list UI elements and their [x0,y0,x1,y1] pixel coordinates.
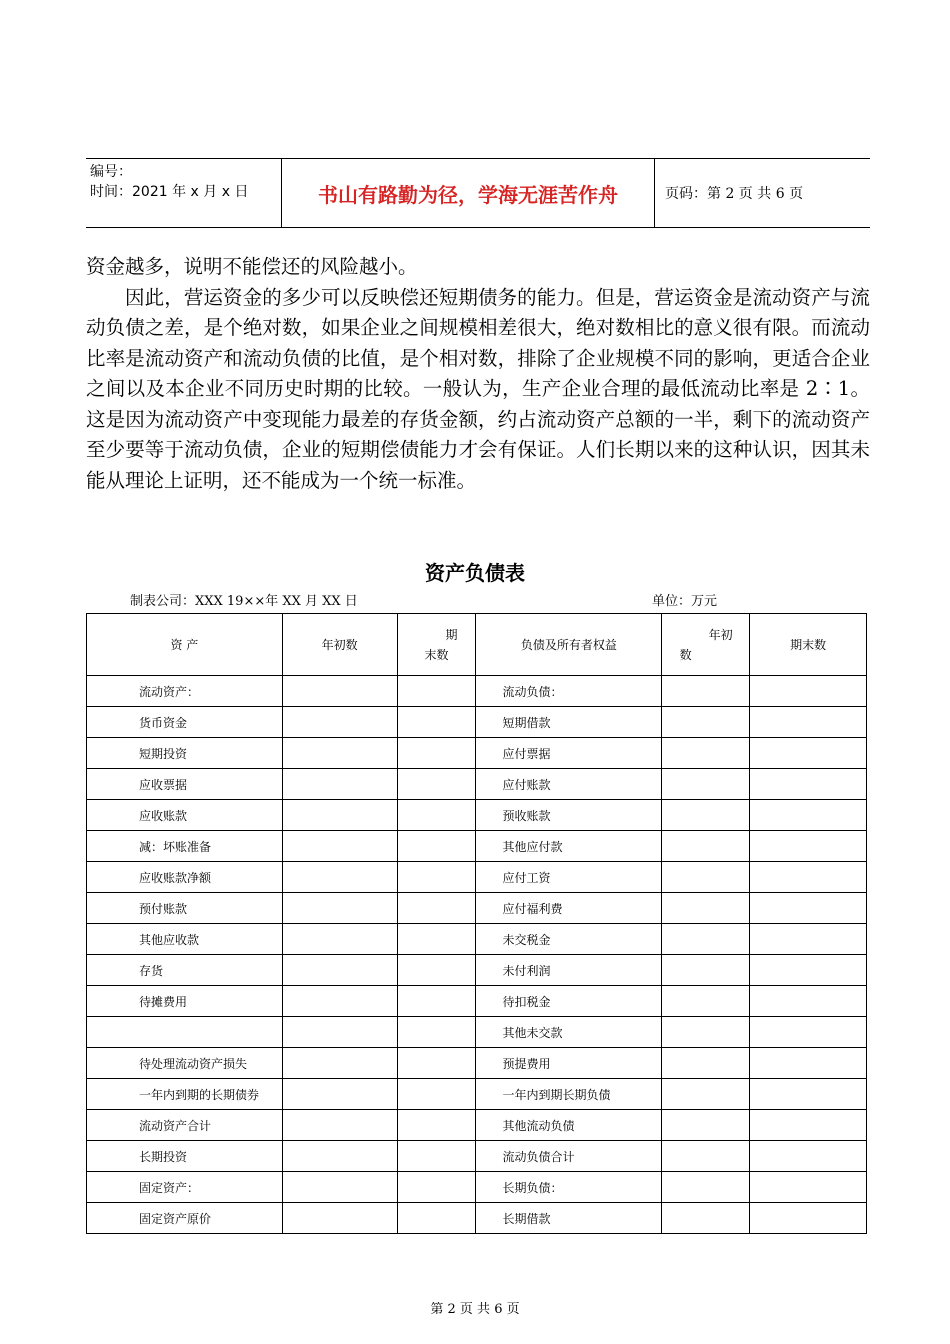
liability-end-value [750,800,867,831]
asset-begin-value [282,769,397,800]
liability-begin-value [662,1172,750,1203]
asset-begin-value [282,1110,397,1141]
table-row [87,1079,867,1110]
asset-label: 待摊费用 [87,986,283,1017]
asset-end-value [397,1048,476,1079]
liability-end-value [750,676,867,707]
asset-begin-value [282,676,397,707]
liability-end-value [750,1203,867,1234]
header-page-info: 页码：第 2 页 共 6 页 [665,186,804,202]
col-assets: 资 产 [87,614,283,676]
asset-label: 短期投资 [87,738,283,769]
liability-label: 流动负债合计 [476,1141,662,1172]
paragraph: 因此，营运资金的多少可以反映偿还短期债务的能力。但是，营运资金是流动资产与流动负债之差，是个绝对数，如果企业之间规模相差很大，绝对数相比的意义很有限。而流动比率是流动资产和流动负债的比值，是个相对数，排除了企业规模不同的影响，更适合企业之间以及本企业不同历史时期的比较。一般认为，生产企业合理的最低流动比率是 2∶1。这是因为流动资产中变现能力最差的存货金额，约占流动资产总额的一半，剩下的流动资产至少要等于流动负债，企业的短期偿债能力才会有保证。人们长期以来的这种认识，因其未能从理论上证明，还不能成为一个统一标准。 [86,285,870,492]
table-row [87,738,867,769]
table-row [87,1203,867,1234]
asset-begin-value [282,955,397,986]
table-row [87,769,867,800]
liability-end-value [750,738,867,769]
paragraph: 资金越多，说明不能偿还的风险越小。 [86,255,418,278]
asset-begin-value [282,1141,397,1172]
header-motto: 书山有路勤为径，学海无涯苦作舟 [282,159,655,227]
asset-end-value [397,862,476,893]
unit-label: 单位：万元 [652,594,718,609]
liability-begin-value [662,800,750,831]
liability-end-value [750,924,867,955]
liability-end-value [750,707,867,738]
asset-end-value [397,800,476,831]
col-liabilities: 负债及所有者权益 [476,614,662,676]
asset-begin-value [282,893,397,924]
body-text [86,252,870,496]
table-row [87,986,867,1017]
table-meta [130,590,870,609]
liability-begin-value [662,1110,750,1141]
col-begin2-top: 年初 [708,627,733,642]
asset-begin-value [282,1172,397,1203]
liability-begin-value [662,955,750,986]
asset-label: 待处理流动资产损失 [87,1048,283,1079]
liability-end-value [750,955,867,986]
company-label: 制表公司：XXX 19××年 XX 月 XX 日 [130,594,358,609]
asset-begin-value [282,1203,397,1234]
asset-label: 应收账款 [87,800,283,831]
liability-begin-value [662,738,750,769]
liability-begin-value [662,1079,750,1110]
page-footer: 第 2 页 共 6 页 [430,1302,520,1317]
liability-end-value [750,831,867,862]
liability-label: 未交税金 [476,924,662,955]
liability-end-value [750,986,867,1017]
asset-label: 应收账款净额 [87,862,283,893]
liability-begin-value [662,1203,750,1234]
asset-end-value [397,707,476,738]
liability-label: 短期借款 [476,707,662,738]
table-row [87,1172,867,1203]
balance-sheet-table [86,613,867,1234]
liability-label: 预收账款 [476,800,662,831]
asset-label [87,1017,283,1048]
col-end [397,614,476,676]
asset-label: 其他应收款 [87,924,283,955]
liability-label: 其他未交款 [476,1017,662,1048]
col-end-top: 期 [445,627,458,642]
liability-begin-value [662,707,750,738]
header-meta [86,159,282,227]
liability-begin-value [662,924,750,955]
col-begin2-bottom: 数 [679,647,692,662]
asset-label: 长期投资 [87,1141,283,1172]
liability-end-value [750,1141,867,1172]
liability-label: 其他流动负债 [476,1110,662,1141]
asset-end-value [397,769,476,800]
time-label: 时间：2021 年 x 月 x 日 [90,184,249,200]
liability-begin-value [662,769,750,800]
liability-label: 预提费用 [476,1048,662,1079]
liability-label: 长期负债： [476,1172,662,1203]
asset-end-value [397,1172,476,1203]
table-header-row [87,614,867,676]
asset-end-value [397,1110,476,1141]
asset-label: 减：坏账准备 [87,831,283,862]
asset-end-value [397,1017,476,1048]
liability-end-value [750,1172,867,1203]
liability-label: 长期借款 [476,1203,662,1234]
liability-label: 未付利润 [476,955,662,986]
liability-label: 流动负债： [476,676,662,707]
liability-begin-value [662,1141,750,1172]
table-title: 资产负债表 [425,561,525,585]
asset-end-value [397,1203,476,1234]
liability-end-value [750,1110,867,1141]
asset-begin-value [282,924,397,955]
liability-label: 一年内到期长期负债 [476,1079,662,1110]
liability-end-value [750,893,867,924]
table-row [87,862,867,893]
liability-begin-value [662,831,750,862]
liability-end-value [750,1017,867,1048]
asset-end-value [397,924,476,955]
table-row [87,924,867,955]
asset-label: 固定资产： [87,1172,283,1203]
table-row [87,800,867,831]
asset-end-value [397,955,476,986]
asset-begin-value [282,862,397,893]
asset-end-value [397,1141,476,1172]
asset-label: 一年内到期的长期债券 [87,1079,283,1110]
liability-label: 应付账款 [476,769,662,800]
asset-begin-value [282,800,397,831]
table-row [87,831,867,862]
table-row [87,1110,867,1141]
liability-begin-value [662,1017,750,1048]
asset-begin-value [282,707,397,738]
col-begin2 [662,614,750,676]
asset-end-value [397,893,476,924]
asset-begin-value [282,1079,397,1110]
liability-begin-value [662,676,750,707]
number-label: 编号： [90,164,132,180]
table-row [87,955,867,986]
col-end-bottom: 末数 [424,647,449,662]
asset-begin-value [282,1017,397,1048]
liability-label: 待扣税金 [476,986,662,1017]
liability-end-value [750,1048,867,1079]
liability-end-value [750,769,867,800]
col-begin: 年初数 [282,614,397,676]
asset-label: 固定资产原价 [87,1203,283,1234]
table-row [87,893,867,924]
liability-label: 应付工资 [476,862,662,893]
asset-label: 存货 [87,955,283,986]
table-row [87,707,867,738]
table-row [87,1141,867,1172]
asset-label: 货币资金 [87,707,283,738]
col-end2: 期末数 [750,614,867,676]
liability-label: 应付福利费 [476,893,662,924]
liability-end-value [750,1079,867,1110]
asset-begin-value [282,986,397,1017]
asset-end-value [397,738,476,769]
asset-begin-value [282,738,397,769]
asset-label: 流动资产： [87,676,283,707]
asset-label: 流动资产合计 [87,1110,283,1141]
asset-begin-value [282,1048,397,1079]
asset-label: 预付账款 [87,893,283,924]
liability-begin-value [662,862,750,893]
asset-label: 应收票据 [87,769,283,800]
asset-end-value [397,831,476,862]
document-header [86,158,870,228]
liability-begin-value [662,893,750,924]
asset-end-value [397,1079,476,1110]
table-row [87,1048,867,1079]
liability-label: 应付票据 [476,738,662,769]
liability-begin-value [662,986,750,1017]
table-row [87,1017,867,1048]
liability-end-value [750,862,867,893]
liability-label: 其他应付款 [476,831,662,862]
table-row [87,676,867,707]
liability-begin-value [662,1048,750,1079]
asset-end-value [397,986,476,1017]
asset-begin-value [282,831,397,862]
asset-end-value [397,676,476,707]
